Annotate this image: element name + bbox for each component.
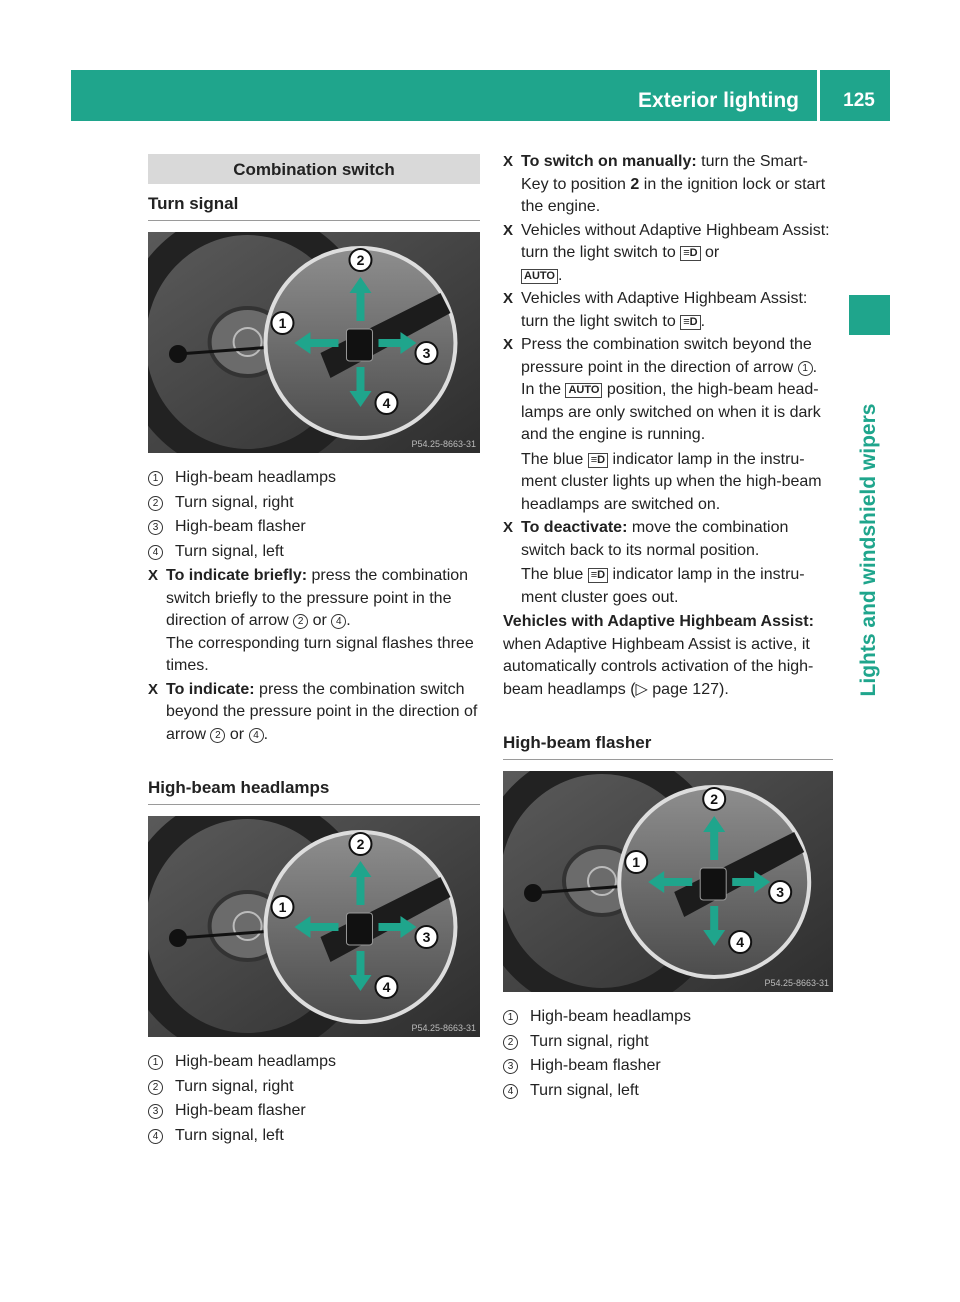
step-marker-icon: X bbox=[503, 336, 514, 353]
auto-light-icon: AUTO bbox=[521, 269, 558, 284]
switch-location-marker bbox=[524, 884, 542, 902]
legend-text: High-beam flasher bbox=[530, 1057, 661, 1074]
instruction-text: . bbox=[346, 612, 351, 629]
legend-item bbox=[148, 467, 480, 490]
callout-2-label: 2 bbox=[356, 836, 365, 852]
lever-tip bbox=[700, 868, 726, 900]
lever-tip bbox=[346, 913, 372, 945]
legend-text: High-beam headlamps bbox=[175, 469, 336, 486]
legend-text: High-beam headlamps bbox=[530, 1008, 691, 1025]
adaptive-highbeam-paragraph bbox=[503, 611, 833, 701]
instruction-item bbox=[503, 288, 833, 333]
legend-text: Turn signal, right bbox=[175, 493, 294, 511]
lever-tip bbox=[346, 329, 372, 361]
figure-illustration bbox=[148, 232, 480, 453]
legend-number: 4 bbox=[148, 1129, 163, 1144]
instruction-text: indicator lamp in the instru-ment cluster lights up when the high-beam headlamps are switched on. bbox=[521, 450, 822, 513]
figure-code: P54.25-8663-31 bbox=[411, 1023, 476, 1033]
side-tab bbox=[849, 295, 890, 335]
figure-code: P54.25-8663-31 bbox=[411, 439, 476, 449]
instruction-label: To switch on manually: bbox=[521, 153, 697, 170]
figure-code: P54.25-8663-31 bbox=[764, 978, 829, 988]
instruction-text: Vehicles without Adaptive Highbeam Assist: turn the light switch to bbox=[521, 221, 830, 261]
instruction-text: The blue bbox=[521, 566, 588, 583]
callout-2-label: 2 bbox=[710, 791, 719, 807]
instruction-item bbox=[148, 565, 480, 678]
high-beam-indicator-icon: ≡D bbox=[588, 568, 608, 583]
legend-text: Turn signal, left bbox=[175, 1126, 284, 1144]
instruction-text: . bbox=[557, 266, 563, 284]
callout-3-label: 3 bbox=[422, 929, 431, 945]
callout-3-label: 3 bbox=[776, 884, 785, 900]
legend-item bbox=[148, 1100, 480, 1123]
callout-4-label: 4 bbox=[382, 395, 391, 411]
legend-list bbox=[503, 1006, 833, 1102]
instruction-label: To indicate: bbox=[166, 680, 255, 698]
legend-text: High-beam headlamps bbox=[175, 1053, 336, 1070]
legend-item bbox=[148, 516, 480, 539]
instruction-text: move the combination switch back to its normal position. bbox=[521, 519, 789, 559]
header-title: Exterior lighting bbox=[638, 70, 820, 121]
legend-item bbox=[503, 1031, 833, 1054]
legend-number: 1 bbox=[503, 1010, 518, 1025]
step-marker-icon: X bbox=[148, 680, 159, 698]
callout-4-label: 4 bbox=[736, 934, 745, 950]
instruction-item bbox=[503, 334, 833, 447]
switch-location-marker bbox=[169, 929, 187, 947]
step-marker-icon: X bbox=[503, 221, 514, 239]
instruction-text: in the ignition lock or start the engine. bbox=[521, 175, 826, 215]
figure-illustration bbox=[148, 816, 480, 1037]
instruction-text: . bbox=[700, 312, 706, 330]
legend-number: 2 bbox=[148, 496, 163, 511]
legend-item bbox=[148, 541, 480, 564]
callout-1-label: 1 bbox=[278, 315, 287, 331]
instruction-text: Vehicles with Adaptive Highbeam Assist: turn the light switch to bbox=[521, 290, 808, 330]
instruction-text: press the combination switch beyond the pressure point in the direction of arrow bbox=[166, 680, 478, 743]
note-paragraph bbox=[521, 449, 833, 517]
legend-text: Turn signal, right bbox=[530, 1032, 649, 1050]
instruction-label: To deactivate: bbox=[521, 519, 628, 536]
arrow-ref: 4 bbox=[331, 614, 346, 629]
legend-number: 1 bbox=[148, 1055, 163, 1070]
legend-item bbox=[503, 1006, 833, 1029]
heading-high-beam-flasher: High-beam flasher bbox=[503, 729, 833, 760]
low-beam-icon: ≡D bbox=[680, 315, 700, 330]
legend-item bbox=[503, 1080, 833, 1103]
step-marker-icon: X bbox=[503, 153, 514, 170]
low-beam-icon: ≡D bbox=[680, 246, 700, 261]
legend-text: Turn signal, left bbox=[530, 1081, 639, 1099]
legend-text: High-beam flasher bbox=[175, 518, 306, 535]
instruction-text: Press the combination switch beyond the pressure point in the direction of arrow bbox=[521, 336, 812, 376]
callout-1-label: 1 bbox=[632, 854, 641, 870]
instruction-item bbox=[148, 679, 480, 747]
instruction-text: The corresponding turn signal flashes three times. bbox=[166, 634, 474, 674]
heading-turn-signal: Turn signal bbox=[148, 190, 480, 221]
step-marker-icon: X bbox=[503, 290, 514, 307]
figure-turn-signal bbox=[148, 232, 480, 453]
arrow-ref: 1 bbox=[798, 361, 813, 376]
instruction-text: . In the bbox=[521, 358, 818, 398]
arrow-ref: 2 bbox=[210, 728, 225, 743]
header-bar bbox=[71, 70, 890, 121]
arrow-ref: 2 bbox=[293, 614, 308, 629]
legend-item bbox=[148, 492, 480, 515]
step-marker-icon: X bbox=[148, 567, 159, 584]
legend-number: 1 bbox=[148, 471, 163, 486]
instruction-item bbox=[503, 517, 833, 562]
callout-4-label: 4 bbox=[382, 979, 391, 995]
page-number: 125 bbox=[843, 90, 875, 111]
instruction-text: or bbox=[700, 244, 720, 261]
instruction-text: indicator lamp in the instru-ment cluster goes out. bbox=[521, 566, 805, 606]
instruction-text: or bbox=[225, 725, 249, 743]
paragraph-label: Vehicles with Adaptive Highbeam Assist: bbox=[503, 613, 814, 630]
high-beam-indicator-icon: ≡D bbox=[588, 453, 608, 468]
legend-number: 4 bbox=[148, 545, 163, 560]
legend-item bbox=[503, 1055, 833, 1078]
arrow-ref: 4 bbox=[249, 728, 264, 743]
section-title: Combination switch bbox=[148, 154, 480, 184]
page-reference-link[interactable]: ▷ page 127 bbox=[635, 680, 719, 698]
instruction-label: To indicate briefly: bbox=[166, 567, 308, 584]
column-left bbox=[148, 150, 480, 1149]
legend-item bbox=[148, 1076, 480, 1099]
legend-item bbox=[148, 1051, 480, 1074]
column-right bbox=[503, 150, 833, 1104]
legend-text: High-beam flasher bbox=[175, 1102, 306, 1119]
instruction-item bbox=[503, 151, 833, 219]
callout-1-label: 1 bbox=[278, 899, 287, 915]
step-marker-icon: X bbox=[503, 519, 514, 536]
side-label bbox=[847, 350, 891, 750]
instruction-text: The blue bbox=[521, 450, 588, 468]
legend-number: 4 bbox=[503, 1084, 518, 1099]
legend-list bbox=[148, 1051, 480, 1147]
legend-number: 3 bbox=[148, 520, 163, 535]
auto-light-icon: AUTO bbox=[565, 383, 602, 398]
heading-high-beam: High-beam headlamps bbox=[148, 774, 480, 805]
instruction-item bbox=[503, 220, 833, 288]
legend-text: Turn signal, left bbox=[175, 542, 284, 560]
legend-number: 3 bbox=[503, 1059, 518, 1074]
callout-3-label: 3 bbox=[422, 345, 431, 361]
instruction-text: press the combination switch briefly to the pressure point in the direction of arrow bbox=[166, 567, 469, 629]
legend-number: 3 bbox=[148, 1104, 163, 1119]
legend-item bbox=[148, 1125, 480, 1148]
callout-2-label: 2 bbox=[356, 252, 365, 268]
figure-illustration bbox=[503, 771, 833, 992]
instruction-text: or bbox=[308, 612, 332, 629]
note-paragraph bbox=[521, 564, 833, 609]
paragraph-text: ). bbox=[719, 680, 729, 698]
figure-high-beam-flasher bbox=[503, 771, 833, 992]
switch-location-marker bbox=[169, 345, 187, 363]
instruction-text: turn the Smart-Key to position bbox=[521, 153, 808, 193]
paragraph-text: when Adaptive Highbeam Assist is active, it automatically controls activation of the high-beam headlamps ( bbox=[503, 635, 814, 698]
key-position: 2 bbox=[630, 175, 640, 193]
side-label-text: Lights and windshield wipers bbox=[857, 403, 880, 697]
instruction-text: . bbox=[263, 725, 269, 743]
instruction-text: position, the high-beam head-lamps are only switched on when it is dark and the engine is running. bbox=[521, 381, 821, 443]
legend-text: Turn signal, right bbox=[175, 1077, 294, 1095]
legend-number: 2 bbox=[503, 1035, 518, 1050]
legend-list bbox=[148, 467, 480, 563]
legend-number: 2 bbox=[148, 1080, 163, 1095]
figure-high-beam bbox=[148, 816, 480, 1037]
